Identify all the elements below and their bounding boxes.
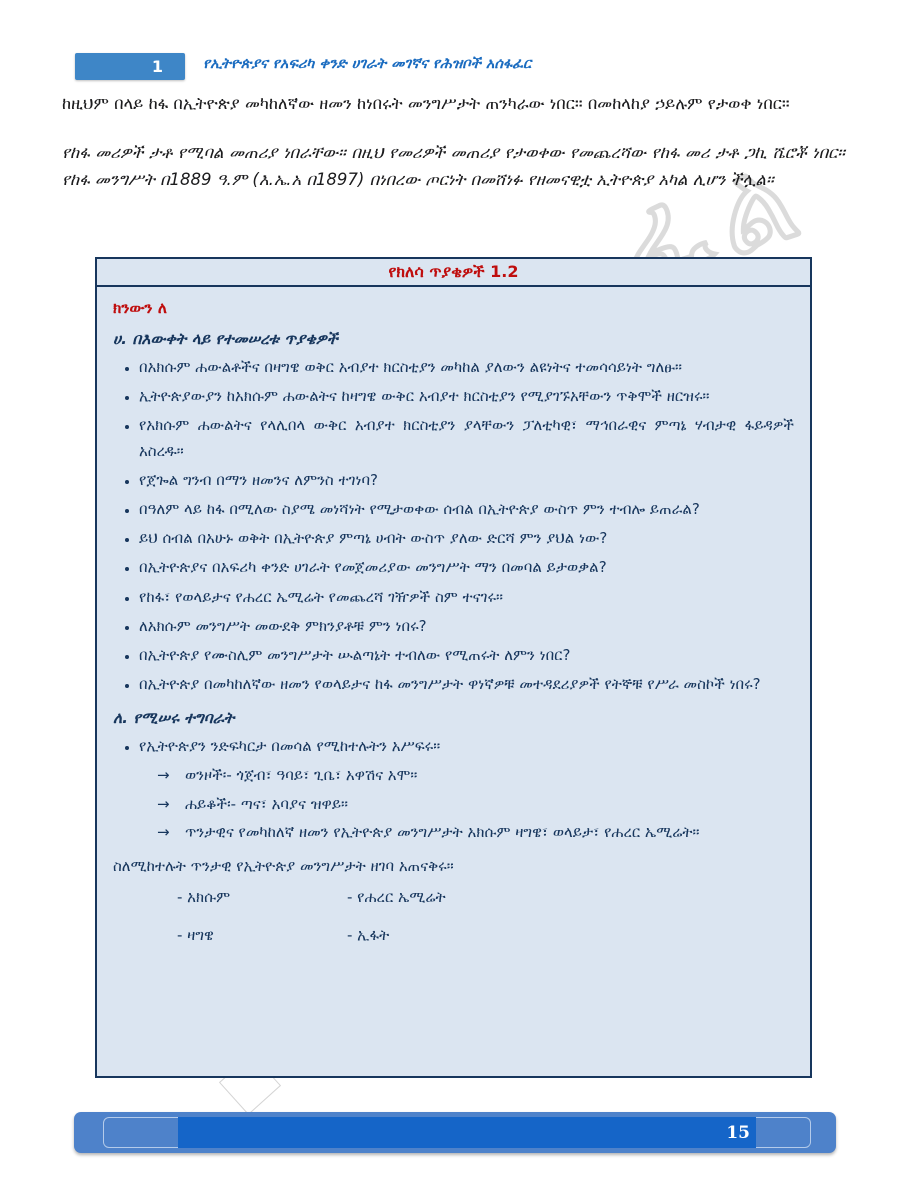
question-item: • የአክሱም ሐውልትና የላሊበላ ውቅር አብያተ ክርስቲያን ያላቸውን ፓለቲካዊ፣ ማኅበራዊና ምጣኔ ሃብታዊ ፋይዳዎች አስረዱ። (139, 413, 794, 463)
chapter-header (75, 53, 845, 83)
question-item: • ኢትዮጵያውያን ከአክሱም ሐውልትና ከዛግዌ ውቅር አብያተ ክርስቲያን የሚያገኙአቸውን ጥቅሞች ዘርዝሩ። (139, 384, 794, 409)
knowledge-questions-list (113, 355, 794, 697)
question-item: • በዓለም ላይ ከፋ በሚለው ስያሜ መነሻነት የሚታወቀው ሰብል በኢትዮጵያ ውስጥ ምን ተብሎ ይጠራል? (139, 497, 794, 522)
intro-text-block (62, 90, 845, 216)
review-questions-box (95, 257, 812, 1078)
paragraph: የከፋ መሪዎች ታቶ የሚባል መጠሪያ ነበራቸው። በዚህ የመሪዎች መጠሪያ የታወቀው የመጨረሻው የከፋ መሪ ታቶ ጋኪ ሼሮቾ ነበር። የከፋ መንግሥት በ1889 ዓ.ም (እ.ኤ.አ በ1897) በነበረው ጦርነት በመሸነፉ የዘመናዊቷ ኢትዮጵያ አካል ሊሆን ችሏል። (62, 143, 845, 190)
task-sub-item (157, 763, 794, 789)
chapter-number-badge: 1 (75, 53, 185, 80)
question-item: • በኢትዮጵያ የሙስሊም መንግሥታት ሡልጣኔት ተብለው የሚጠሩት ለምን ነበር? (139, 643, 794, 668)
question-item: • በአክሱም ሐውልቶችና በዛግዌ ወቅር አብያተ ክርስቲያን መካከል ያለውን ልዩነትና ተመሳሳይነት ግለፁ። (139, 355, 794, 380)
arrow-right-icon: → (157, 794, 170, 813)
paragraph: ከዚህም በላይ ከፋ በኢትዮጵያ መካከለኛው ዘመን ከነበሩት መንግሥታት ጠንካራው ነበር። በመከላከያ ኃይሉም የታወቀ ነበር። (62, 94, 790, 113)
task-sub-item-text: ጥንታዊና የመካከለኛ ዘመን የኢትዮጵያ መንግሥታት አክሱም ዛግዌ፣ ወላይታ፣ የሐረር ኤሚሬት። (185, 823, 700, 842)
task-intro-item: • የኢትዮጵያን ንድፍካርታ በመሳል የሚከተሉትን አሥፍሩ። (139, 734, 794, 759)
report-kingdom: - ኢፋት (347, 926, 390, 945)
task-sub-item (157, 792, 794, 818)
review-box-body (97, 287, 810, 947)
footer-dark-bar (178, 1117, 756, 1148)
report-kingdom: - የሐረር ኤሚሬት (347, 888, 446, 907)
report-row (177, 885, 794, 909)
task-sub-item-text: ሐይቆች፡- ጣና፣ አባያና ዝዋይ። (185, 794, 349, 813)
report-row (177, 923, 794, 947)
chapter-title: የኢትዮጵያና የአፍሪካ ቀንድ ሀገራት መገኛና የሕዝቦች አሰፋፈር (203, 56, 532, 72)
section-a-heading: ሀ. በእውቀት ላይ የተመሠረቱ ጥያቄዎች (113, 330, 338, 348)
arrow-right-icon: → (157, 823, 170, 842)
section-b-heading: ለ. የሚሠሩ ተግባራት (113, 709, 235, 728)
page-number: 15 (726, 1122, 750, 1143)
question-item: • የከፋ፣ የወላይታና የሐረር ኤሚሬት የመጨረሻ ገዥዎች ስም ተናገሩ። (139, 585, 794, 610)
review-box-title: የክለሳ ጥያቄዎች 1.2 (97, 259, 810, 287)
question-item: • በኢትዮጵያና በአፍሪካ ቀንድ ሀገራት የመጀመሪያው መንግሥት ማን በመባል ይታወቃል? (139, 555, 794, 580)
question-item: • ይህ ሰብል በአሁኑ ወቅት በኢትዮጵያ ምጣኔ ሀብት ውስጥ ያለው ድርሻ ምን ያህል ነው? (139, 526, 794, 551)
page-watermark: ፈል (598, 123, 826, 316)
task-sub-item-text: ወንዞች፡- ጎጀብ፣ ዓባይ፣ ጊቤ፣ አዋሽና አሞ። (185, 766, 418, 785)
report-kingdom: - አክሱም (177, 888, 231, 907)
question-item: • በኢትዮጵያ በመካከለኛው ዘመን የወላይታና ከፋ መንግሥታት ዋነኛዎቹ መተዳደሪያዎች የትኞቹ የሥራ መስኮች ነበሩ? (139, 672, 794, 697)
task-intro-list (113, 734, 794, 759)
activity-label: ክንውን ለ (113, 299, 167, 317)
task-sub-item (157, 820, 794, 846)
question-item: • ለአክሱም መንግሥት መውደቅ ምክንያቶቹ ምን ነበሩ? (139, 614, 794, 639)
arrow-right-icon: → (157, 766, 170, 785)
report-intro: ስለሚከተሉት ጥንታዊ የኢትዮጵያ መንግሥታት ዘገባ አጠናቅሩ። (113, 856, 454, 875)
report-kingdoms-grid (177, 885, 794, 947)
question-item: • የጀጐል ግንብ በማን ዘመንና ለምንስ ተገነባ? (139, 468, 794, 493)
footer-page-bar (74, 1112, 836, 1153)
report-kingdom: - ዛግዌ (177, 926, 214, 945)
task-sub-items (157, 763, 794, 846)
